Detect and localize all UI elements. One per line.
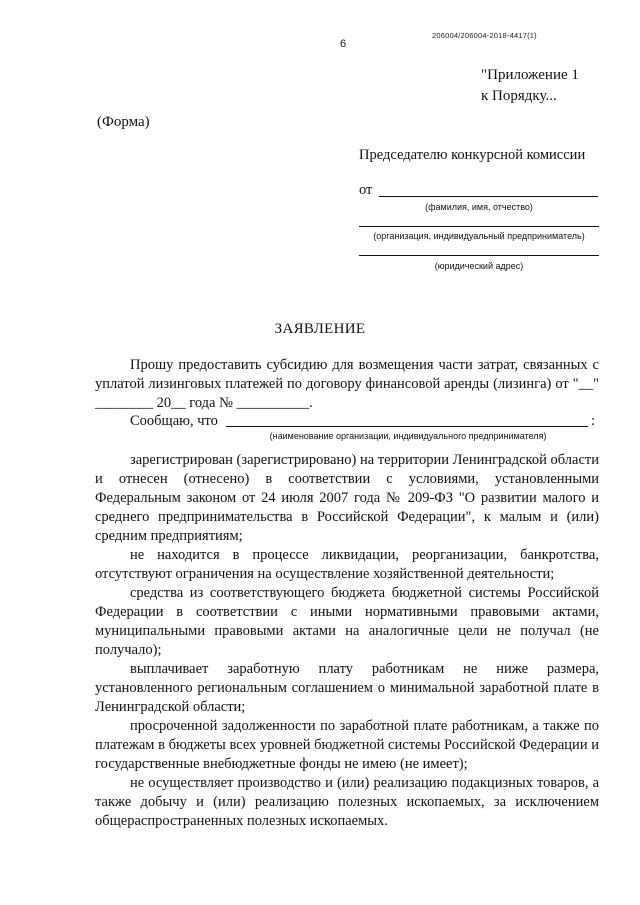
caption-organization: (организация, индивидуальный предприниматель) [373,231,585,241]
request-text: Прошу предоставить субсидию для возмещения части затрат, связанных с уплатой лизинговых платежей по договору финансовой аренды (лизинга) от "__" ________ 20__ года № __________. [95,357,599,411]
condition-item: не находится в процессе ликвидации, реорганизации, банкротства, отсутствуют ограничения на осуществление хозяйственной деятельности; [95,547,599,582]
conditions-list [95,451,599,831]
from-prefix: от [359,182,373,198]
condition-item: зарегистрирован (зарегистрировано) на территории Ленинградской области и отнесен (отнесено) в соответствии с условиями, установленными Федеральным законом от 24 июля 2007 года № 209-ФЗ "О развитии малого и среднего предпринимательства в Российской Федерации", к малым и (или) средним предприятиям; [95,452,599,544]
name-line [379,196,598,197]
caption-organization-name: (наименование организации, индивидуального предпринимателя) [269,431,547,441]
caption-name: (фамилия, имя, отчество) [425,202,533,212]
appendix-reference [481,65,579,107]
inform-suffix: : [591,413,596,429]
organization-line [359,226,599,227]
appendix-line-2: к Порядку... [481,88,557,104]
organization-name-line [226,426,588,427]
address-line [359,255,599,256]
document-id: 206004/206004-2018-4417(1) [432,31,537,40]
inform-prefix: Сообщаю, что [130,413,218,429]
page-number: 6 [340,38,347,50]
from-row [359,182,599,202]
condition-item: просроченной задолженности по заработной плате работникам, а также по платежам в бюджеты всех уровней бюджетной системы Российской Федерации и государственные внебюджетные фонды не имею (не имеет); [95,718,599,772]
condition-item: выплачивает заработную плату работникам не ниже размера, установленного региональным соглашением о минимальной заработной плате в Ленинградской области; [95,661,599,715]
document-title: ЗАЯВЛЕНИЕ [274,321,366,337]
condition-item: не осуществляет производство и (или) реализацию подакцизных товаров, а также добычу и (или) реализацию полезных ископаемых, за исключением общераспространенных полезных ископаемых. [95,775,599,829]
condition-item: средства из соответствующего бюджета бюджетной системы Российской Федерации в соответствии с иными нормативными правовыми актами, муниципальными правовыми актами на аналогичные цели не получал (не получало); [95,585,599,658]
appendix-line-1: "Приложение 1 [481,67,579,83]
inform-row [130,413,600,433]
form-label: (Форма) [97,114,150,130]
request-paragraph [95,356,599,413]
addressee-title: Председателю конкурсной комиссии [359,147,586,163]
caption-address: (юридический адрес) [434,261,524,271]
